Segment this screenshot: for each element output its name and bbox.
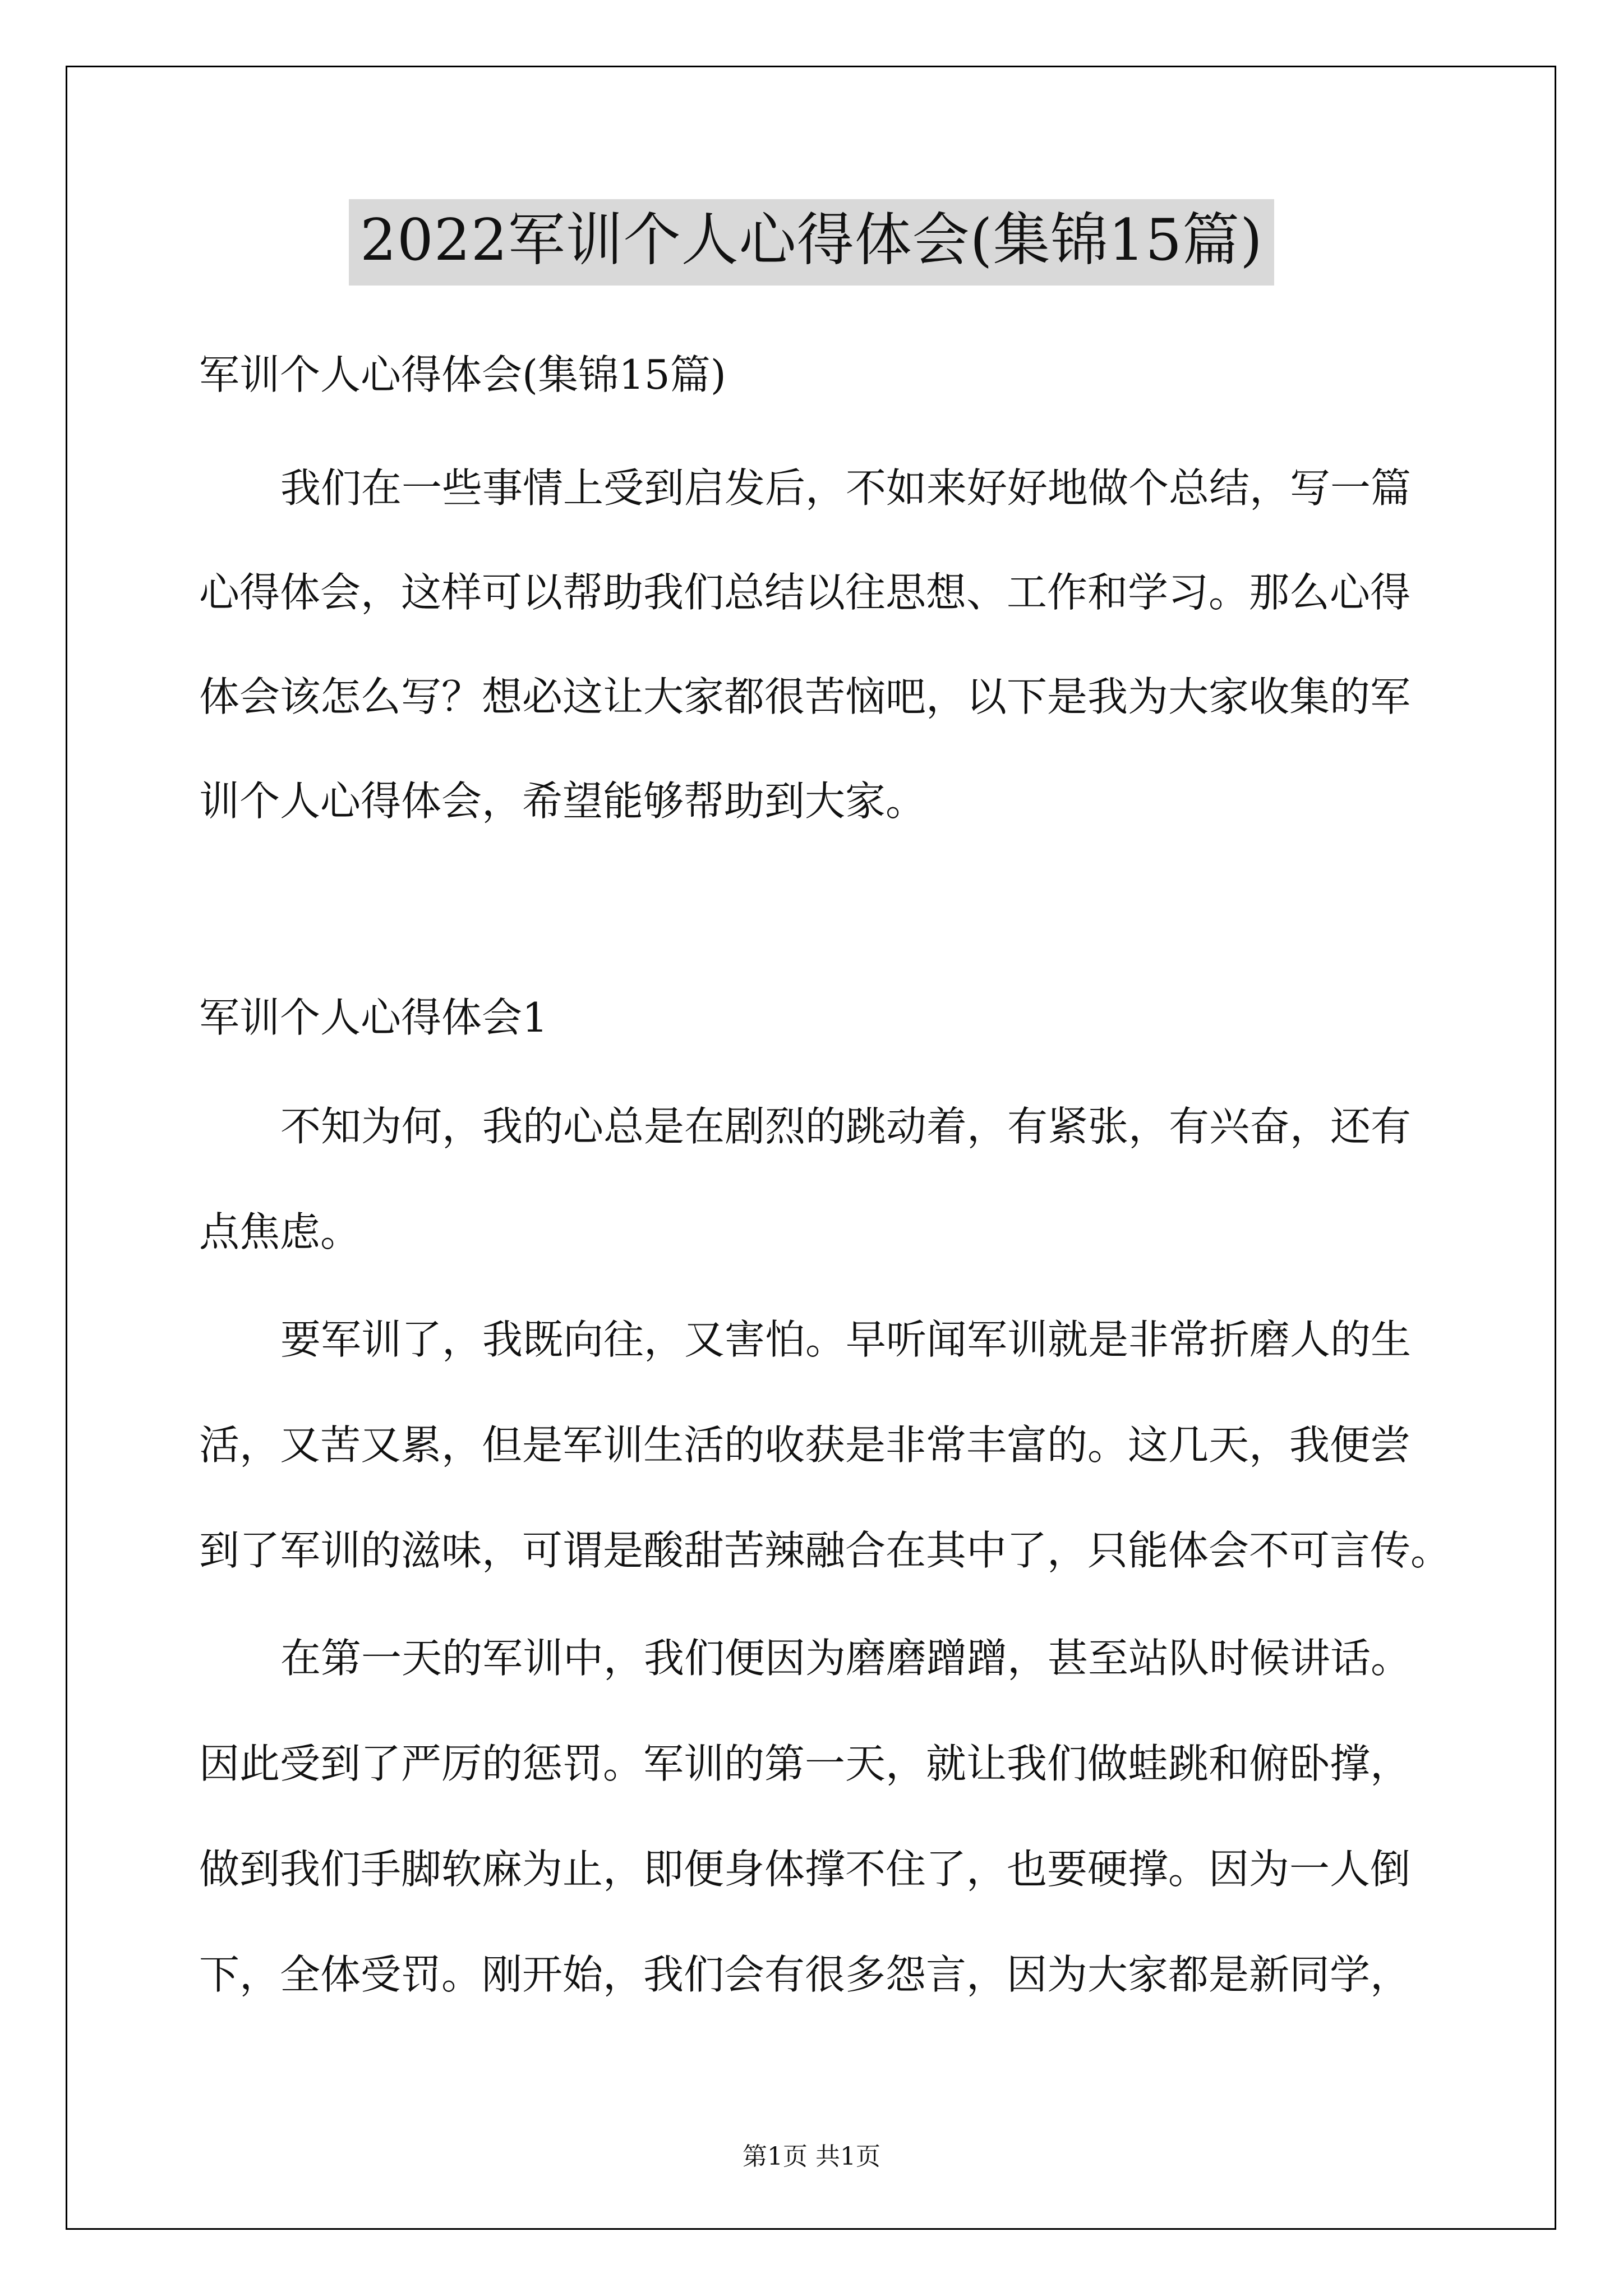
intro-line: 我们在一些事情上受到启发后，不如来好好地做个总结，写一篇 bbox=[280, 464, 1412, 512]
paragraph-line: 要军训了，我既向往，又害怕。早听闻军训就是非常折磨人的生 bbox=[280, 1316, 1412, 1363]
paragraph-line: 不知为何，我的心总是在剧烈的跳动着，有紧张，有兴奋，还有 bbox=[280, 1103, 1412, 1150]
paragraph-line: 到了军训的滋味，可谓是酸甜苦辣融合在其中了，只能体会不可言传。 bbox=[199, 1527, 1451, 1574]
paragraph-line: 点焦虑。 bbox=[199, 1208, 361, 1255]
paragraph-line: 因此受到了严厉的惩罚。军训的第一天，就让我们做蛙跳和俯卧撑， bbox=[199, 1740, 1411, 1787]
paragraph-line: 做到我们手脚软麻为止，即便身体撑不住了，也要硬撑。因为一人倒 bbox=[199, 1846, 1411, 1893]
intro-line: 训个人心得体会，希望能够帮助到大家。 bbox=[199, 777, 926, 825]
intro-line: 体会该怎么写？想必这让大家都很苦恼吧，以下是我为大家收集的军 bbox=[199, 673, 1411, 720]
page-footer: 第1页 共1页 bbox=[743, 2142, 880, 2171]
document-title: 2022军训个人心得体会(集锦15篇) bbox=[349, 199, 1274, 286]
paragraph-line: 下，全体受罚。刚开始，我们会有很多怨言，因为大家都是新同学， bbox=[199, 1951, 1411, 1998]
paragraph-line: 活，又苦又累，但是军训生活的收获是非常丰富的。这几天，我便尝 bbox=[199, 1421, 1411, 1469]
title-container bbox=[0, 199, 1623, 286]
section-heading: 军训个人心得体会1 bbox=[199, 994, 548, 1041]
paragraph-line: 在第一天的军训中，我们便因为磨磨蹭蹭，甚至站队时候讲话。 bbox=[280, 1635, 1412, 1682]
document-subtitle: 军训个人心得体会(集锦15篇) bbox=[199, 351, 726, 398]
intro-line: 心得体会，这样可以帮助我们总结以往思想、工作和学习。那么心得 bbox=[199, 569, 1411, 616]
